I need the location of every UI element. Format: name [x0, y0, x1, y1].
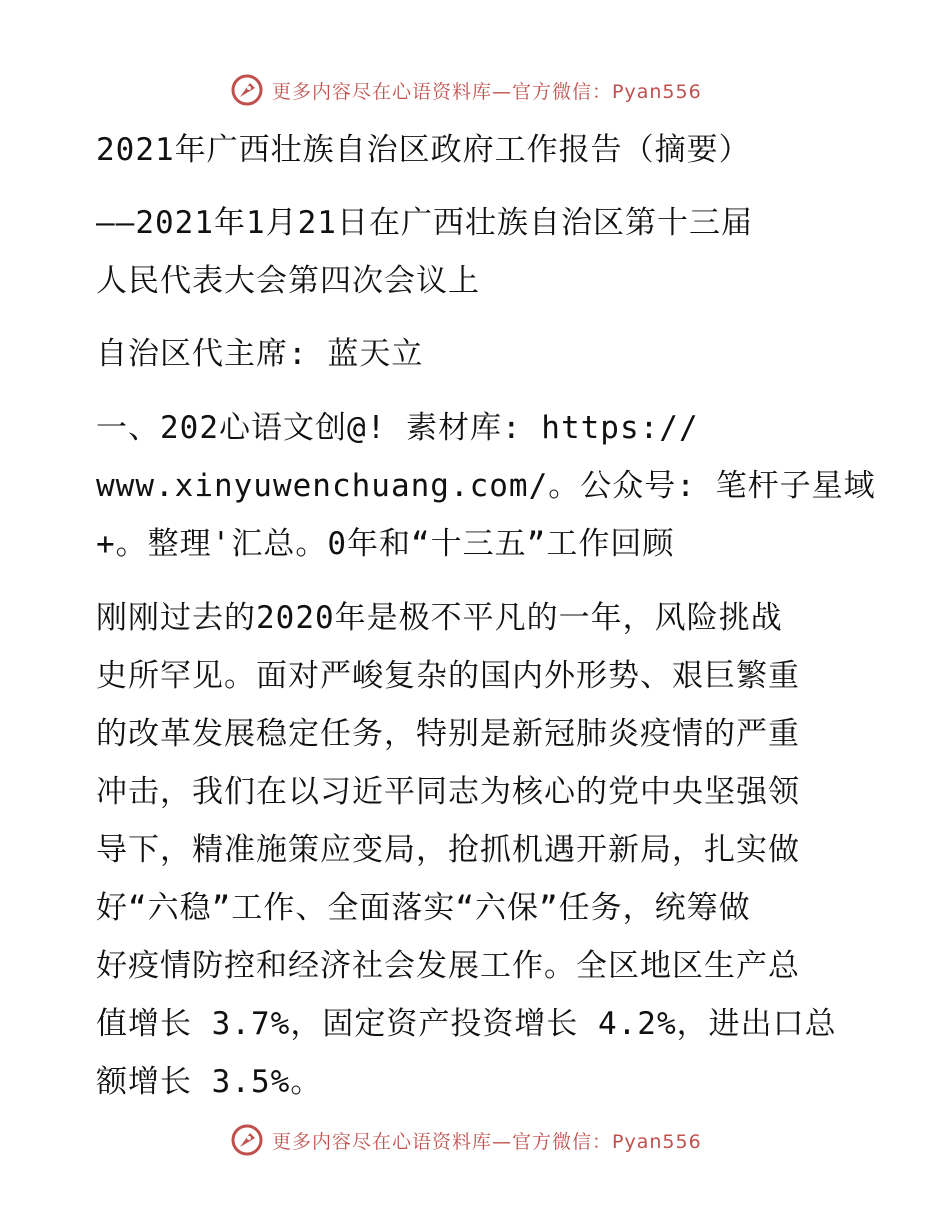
document-title: 2021年广西壮族自治区政府工作报告（摘要）: [96, 132, 751, 168]
section-heading-line: www.xinyuwenchuang.com/。公众号: 笔杆子星域: [96, 468, 876, 504]
paragraph-line: 刚刚过去的2020年是极不平凡的一年，风险挑战: [96, 600, 783, 636]
paragraph-line: 值增长 3.7%，固定资产投资增长 4.2%，进出口总: [96, 1006, 837, 1042]
watermark-footer: [230, 1120, 702, 1160]
paragraph-line: 的改革发展稳定任务，特别是新冠肺炎疫情的严重: [96, 716, 800, 752]
watermark-text: 更多内容尽在心语资料库—官方微信：Pyan556: [272, 1130, 702, 1153]
subtitle-line: ——2021年1月21日在广西壮族自治区第十三届: [96, 205, 753, 241]
paragraph-line: 冲击，我们在以习近平同志为核心的党中央坚强领: [96, 774, 800, 810]
pen-nib-logo-icon: [230, 1123, 264, 1157]
paragraph-line: 额增长 3.5%。: [96, 1064, 323, 1100]
section-heading-line: 一、202心语文创@! 素材库: https://: [96, 410, 699, 446]
paragraph-line: 好“六稳”工作、全面落实“六保”任务，统筹做: [96, 890, 751, 926]
pen-nib-logo-icon: [230, 73, 264, 107]
section-heading-line: +。整理'汇总。0年和“十三五”工作回顾: [96, 526, 675, 562]
watermark-text: 更多内容尽在心语资料库—官方微信：Pyan556: [272, 80, 702, 103]
watermark-header: [230, 70, 702, 110]
subtitle-line: 人民代表大会第四次会议上: [96, 263, 480, 299]
paragraph-line: 好疫情防控和经济社会发展工作。全区地区生产总: [96, 948, 800, 984]
paragraph-line: 导下，精准施策应变局，抢抓机遇开新局，扎实做: [96, 832, 800, 868]
paragraph-line: 史所罕见。面对严峻复杂的国内外形势、艰巨繁重: [96, 658, 800, 694]
author-line: 自治区代主席: 蓝天立: [96, 336, 424, 372]
